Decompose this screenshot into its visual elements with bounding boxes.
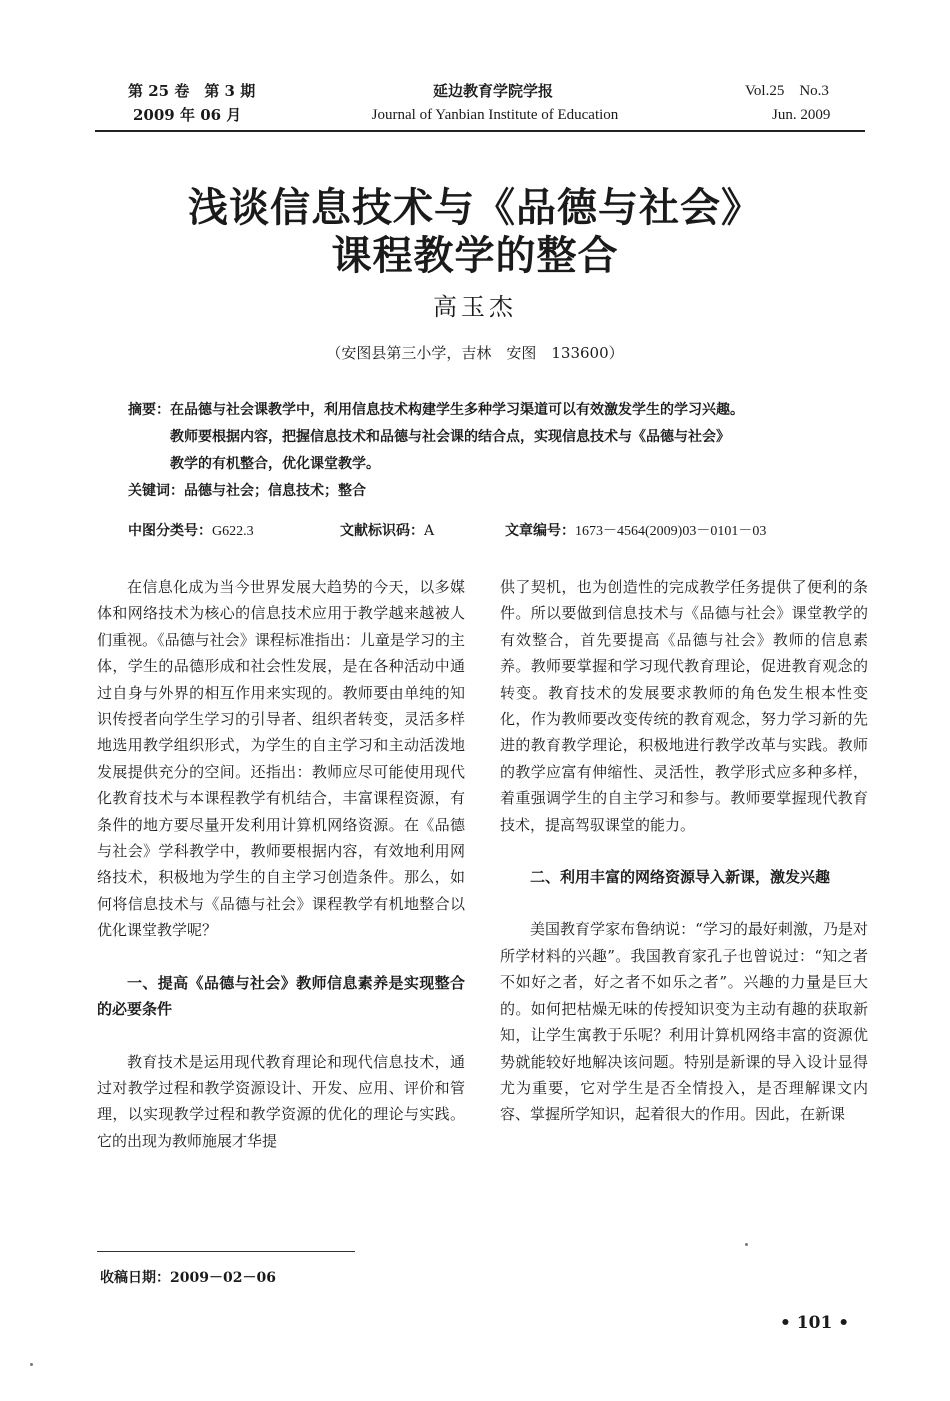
header-rule: [95, 130, 865, 132]
section-heading-1: 一、提高《品德与社会》教师信息素养是实现整合的必要条件: [97, 973, 465, 1019]
clc-number: 中图分类号：G622.3: [128, 523, 254, 539]
received-date: 收稿日期：2009－02－06: [100, 1270, 276, 1286]
scan-speck: [745, 1243, 748, 1246]
paragraph-section-1: 教育技术是运用现代教育理论和现代信息技术，通过对教学过程和教学资源设计、开发、应用、评价和管理，以实现教学过程和教学资源的优化的理论与实践。它的出现为教师施展才华提: [97, 1052, 465, 1150]
title-line-2: 课程教学的整合: [331, 233, 619, 279]
abstract-line-2: 教师要根据内容，把握信息技术和品德与社会课的结合点，实现信息技术与《品德与社会》: [170, 429, 730, 445]
page-number: • 101 •: [780, 1313, 850, 1333]
keywords-text: 品德与社会；信息技术；整合: [184, 483, 366, 499]
paragraph-continued: 供了契机，也为创造性的完成教学任务提供了便利的条件。所以要做到信息技术与《品德与社会》课堂教学的有效整合，首先要提高《品德与社会》教师的信息素养。教师要掌握和学习现代教育理论，促进教育观念的转变。教育技术的发展要求教师的角色发生根本性变化，作为教师要改变传统的教育观念，努力学习新的先进的教育教学理论，积极地进行教学改革与实践。教师的教学应富有伸缩性、灵活性，教学形式应多种多样，着重强调学生的自主学习和参与。教师要掌握现代教育技术，提高驾驭课堂的能力。: [500, 578, 868, 834]
header-journal-en: Journal of Yanbian Institute of Education: [371, 107, 619, 123]
keywords-line: [128, 478, 868, 505]
keywords-label: 关键词：: [128, 483, 184, 499]
document-code: 文献标识码：A: [340, 523, 435, 539]
body-left-column: [97, 574, 465, 1154]
abstract-line-3: 教学的有机整合，优化课堂教学。: [170, 456, 380, 472]
header-vol-no-en: Vol.25 No.3: [745, 83, 829, 99]
header-journal-cn: 延边教育学院学报: [432, 82, 553, 100]
author-affiliation: （安图县第三小学，吉林 安图 133600）: [326, 344, 624, 362]
abstract: [128, 397, 868, 505]
header-volume-issue: 第 25 卷 第 3 期: [128, 82, 256, 100]
author-name: 高玉杰: [433, 293, 517, 321]
paragraph-section-2: 美国教育学家布鲁纳说：“学习的最好刺激，乃是对所学材料的兴趣”。我国教育家孔子也曾说过：“知之者不如好之者，好之者不如乐之者”。兴趣的力量是巨大的。如何把枯燥无味的传授知识变为主动有趣的获取新知，让学生寓教于乐呢？利用计算机网络丰富的资源优势就能较好地解决该问题。特别是新课的导入设计显得尤为重要，它对学生是否全情投入，是否理解课文内容、掌握所学知识，起着很大的作用。因此，在新课: [500, 920, 868, 1124]
paragraph-intro: 在信息化成为当今世界发展大趋势的今天，以多媒体和网络技术为核心的信息技术应用于教学越来越被人们重视。《品德与社会》课程标准指出：儿童是学习的主体，学生的品德形成和社会性发展，是在各种活动中通过自身与外界的相互作用来实现的。教师要由单纯的知识传授者向学生学习的引导者、组织者转变，灵活多样地选用教学组织形式，为学生的自主学习和主动活泼地发展提供充分的空间。还指出：教师应尽可能使用现代化教育技术与本课程教学有机结合，丰富课程资源，有条件的地方要尽量开发利用计算机网络资源。在《品德与社会》学科教学中，教师要根据内容，有效地利用网络技术，积极地为学生的自主学习创造条件。那么，如何将信息技术与《品德与社会》课程教学有机地整合以优化课堂教学呢？: [97, 578, 465, 940]
body-right-column: [500, 574, 868, 1128]
header-date-en: Jun. 2009: [772, 107, 831, 123]
scan-speck: [30, 1363, 33, 1366]
article-number: 文章编号：1673－4564(2009)03－0101－03: [505, 523, 767, 539]
footnote-rule: [97, 1251, 355, 1252]
section-heading-2: 二、利用丰富的网络资源导入新课，激发兴趣: [530, 868, 831, 887]
title-line-1: 浅谈信息技术与《品德与社会》: [188, 185, 762, 231]
abstract-label: 摘要：: [128, 402, 170, 418]
header-date-cn: 2009 年 06 月: [133, 106, 242, 124]
abstract-line-1: 摘要：在品德与社会课教学中，利用信息技术构建学生多种学习渠道可以有效激发学生的学习兴趣。: [128, 402, 744, 418]
